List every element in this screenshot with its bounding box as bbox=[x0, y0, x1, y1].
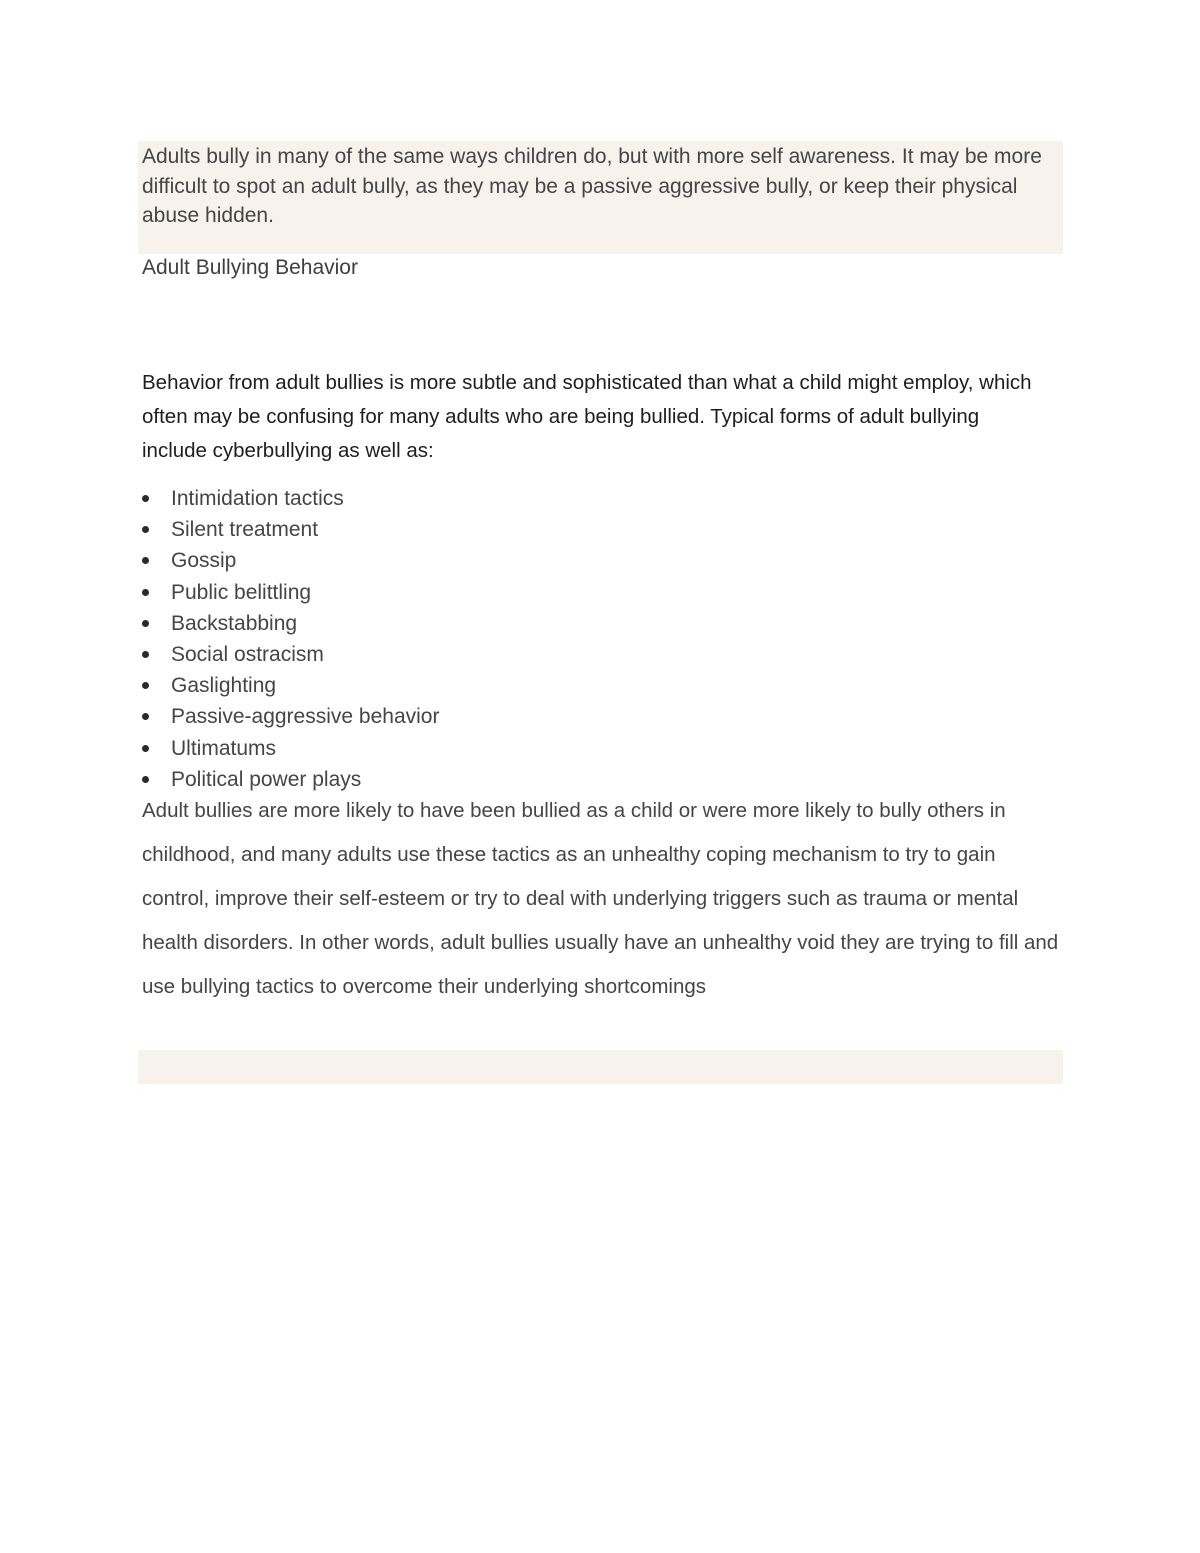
list-item bbox=[142, 701, 439, 732]
section-heading: Adult Bullying Behavior bbox=[142, 256, 358, 279]
list-item-label: Intimidation tactics bbox=[171, 487, 344, 510]
bullet-icon bbox=[142, 589, 149, 596]
list-item bbox=[142, 639, 439, 670]
list-item-label: Ultimatums bbox=[171, 736, 277, 760]
list-item bbox=[142, 733, 439, 764]
list-item bbox=[142, 514, 439, 545]
bullet-icon bbox=[142, 776, 149, 783]
list-item bbox=[142, 608, 439, 639]
bullet-icon bbox=[142, 526, 149, 533]
bullet-icon bbox=[142, 651, 149, 658]
list-item-label: Public belittling bbox=[171, 580, 312, 604]
list-item-label: Silent treatment bbox=[171, 518, 319, 542]
behavior-list bbox=[142, 483, 439, 795]
list-item-label: Passive-aggressive behavior bbox=[171, 705, 440, 729]
bullet-icon bbox=[142, 557, 149, 564]
intro-callout bbox=[138, 141, 1063, 254]
list-item-label: Gaslighting bbox=[171, 674, 277, 698]
list-item bbox=[142, 545, 439, 576]
empty-callout-block bbox=[138, 1050, 1063, 1084]
list-item-label: Backstabbing bbox=[171, 611, 298, 635]
lead-paragraph: Behavior from adult bullies is more subtle and sophisticated than what a child might employ, which often may be confusing for many adults who are being bullied. Typical forms of adult bullying include cyberbullying as well as: bbox=[142, 371, 1032, 462]
list-item bbox=[142, 670, 439, 701]
list-item-label: Political power plays bbox=[171, 767, 362, 791]
bullet-icon bbox=[142, 713, 149, 720]
list-item bbox=[142, 483, 439, 514]
list-item bbox=[142, 577, 439, 608]
bullet-icon bbox=[142, 745, 149, 752]
bullet-icon bbox=[142, 495, 149, 502]
bullet-icon bbox=[142, 682, 149, 689]
intro-text: Adults bully in many of the same ways children do, but with more self awareness. It may be more difficult to spot an adult bully, as they may be a passive aggressive bully, or keep their physical abuse hidden. bbox=[142, 145, 1042, 227]
closing-paragraph: Adult bullies are more likely to have been bullied as a child or were more likely to bully others in childhood, and many adults use these tactics as an unhealthy coping mechanism to try to gain control, improve their self-esteem or try to deal with underlying triggers such as trauma or mental health disorders. In other words, adult bullies usually have an unhealthy void they are trying to fill and use bullying tactics to overcome their underlying shortcomings bbox=[142, 799, 1059, 998]
list-item-label: Social ostracism bbox=[171, 642, 324, 666]
list-item-label: Gossip bbox=[171, 549, 237, 573]
bullet-icon bbox=[142, 620, 149, 627]
